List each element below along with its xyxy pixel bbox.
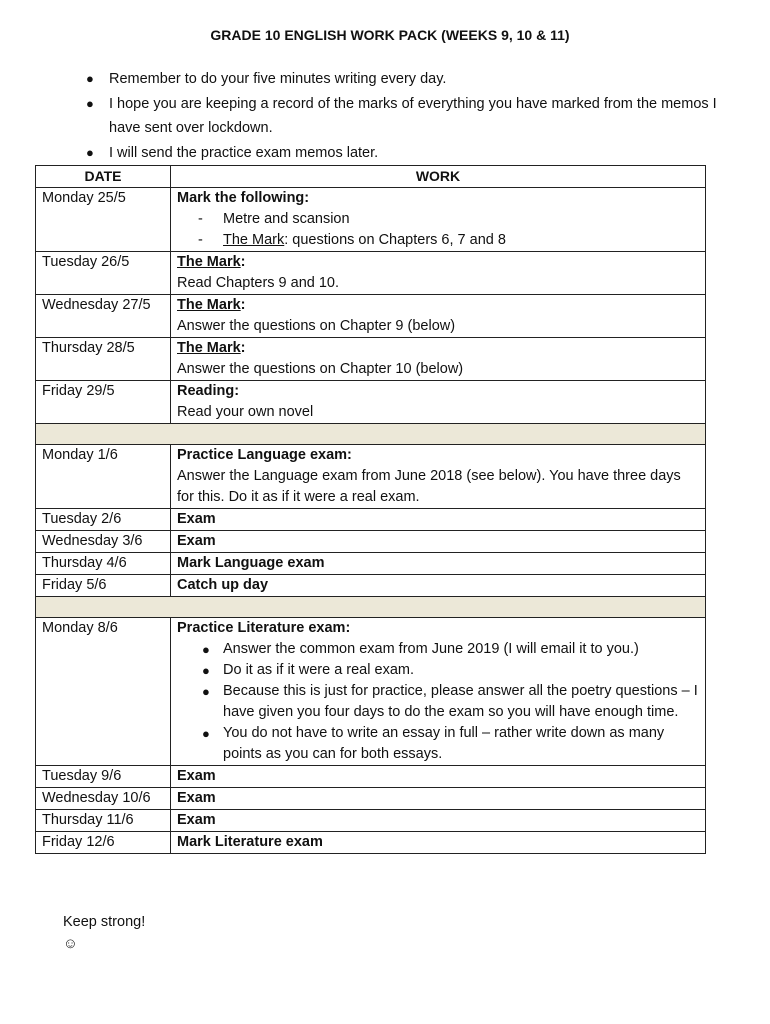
dash-list	[177, 209, 699, 251]
table-row	[36, 509, 706, 531]
task-heading: Reading:	[177, 383, 240, 399]
date-cell: Thursday 11/6	[36, 810, 171, 832]
table-row	[36, 553, 706, 575]
list-item: ● Answer the common exam from June 2019 (I will email it to you.)	[198, 639, 699, 660]
date-cell: Monday 1/6	[36, 445, 171, 509]
closing-text: Keep strong!	[63, 914, 146, 930]
task-heading: The Mark	[177, 297, 241, 313]
bullet-icon: ●	[202, 663, 210, 678]
table-row	[36, 338, 706, 381]
work-cell: The Mark: Read Chapters 9 and 10.	[171, 252, 706, 295]
task-heading: Practice Literature exam:	[177, 620, 351, 636]
date-cell: Friday 29/5	[36, 381, 171, 424]
table-row	[36, 788, 706, 810]
bullet-icon: ●	[202, 726, 210, 741]
date-cell: Tuesday 9/6	[36, 766, 171, 788]
table-row	[36, 531, 706, 553]
date-cell: Tuesday 26/5	[36, 252, 171, 295]
list-item: - The Mark: questions on Chapters 6, 7 and 8	[198, 230, 699, 251]
task-text: Read Chapters 9 and 10.	[177, 275, 340, 291]
dash-icon: -	[198, 211, 203, 227]
work-cell: Mark Literature exam	[171, 832, 706, 854]
work-cell: Catch up day	[171, 575, 706, 597]
work-cell: Exam	[171, 531, 706, 553]
work-cell: The Mark: Answer the questions on Chapter 10 (below)	[171, 338, 706, 381]
bullet-icon: ●	[86, 71, 94, 86]
table-row	[36, 295, 706, 338]
schedule-table	[35, 165, 706, 854]
date-cell: Friday 12/6	[36, 832, 171, 854]
date-cell: Thursday 4/6	[36, 553, 171, 575]
date-cell: Wednesday 10/6	[36, 788, 171, 810]
work-cell: Exam	[171, 509, 706, 531]
bullet-list	[177, 639, 699, 765]
task-text: Answer the questions on Chapter 9 (below)	[177, 318, 456, 334]
task-heading: Practice Language exam:	[177, 447, 352, 463]
bullet-icon: ●	[86, 95, 94, 111]
bullet-icon: ●	[202, 642, 210, 657]
task-heading: The Mark	[177, 254, 241, 270]
date-column-header: DATE	[36, 166, 171, 188]
dash-icon: -	[198, 232, 203, 248]
work-cell: Mark Language exam	[171, 553, 706, 575]
work-cell	[171, 618, 706, 766]
work-column-header: WORK	[171, 166, 706, 188]
date-cell: Tuesday 2/6	[36, 509, 171, 531]
work-cell: The Mark: Answer the questions on Chapter 9 (below)	[171, 295, 706, 338]
table-row	[36, 252, 706, 295]
smiley-icon: ☺	[63, 936, 78, 952]
work-cell	[171, 445, 706, 509]
book-title: The Mark	[223, 232, 285, 248]
table-row	[36, 832, 706, 854]
work-cell: Exam	[171, 810, 706, 832]
list-item: - Metre and scansion	[198, 209, 699, 230]
list-item: ● You do not have to write an essay in full – rather write down as many points as you can for both essays.	[202, 725, 665, 762]
work-cell	[171, 381, 706, 424]
date-cell: Monday 8/6	[36, 618, 171, 766]
intro-item: ● I hope you are keeping a record of the marks of everything you have marked from the memos I have sent over lockdown.	[86, 92, 726, 141]
date-cell: Friday 5/6	[36, 575, 171, 597]
table-row	[36, 445, 706, 509]
list-item: ● Do it as if it were a real exam.	[198, 660, 699, 681]
task-heading: The Mark	[177, 340, 241, 356]
task-heading: Mark the following:	[177, 190, 310, 206]
work-cell: Exam	[171, 766, 706, 788]
date-cell: Wednesday 3/6	[36, 531, 171, 553]
table-row	[36, 618, 706, 766]
date-cell: Monday 25/5	[36, 188, 171, 252]
task-text: Answer the Language exam from June 2018 (see below). You have three days for this. Do it as if it were a real exam.	[177, 468, 681, 505]
table-row	[36, 381, 706, 424]
bullet-icon: ●	[86, 144, 94, 160]
task-text: Read your own novel	[177, 404, 314, 420]
table-row	[36, 188, 706, 252]
table-row	[36, 766, 706, 788]
table-row	[36, 810, 706, 832]
table-row	[36, 575, 706, 597]
date-cell: Wednesday 27/5	[36, 295, 171, 338]
table-header-row	[36, 166, 706, 188]
intro-bullet-list	[86, 67, 726, 165]
task-text: Answer the questions on Chapter 10 (below)	[177, 361, 464, 377]
work-cell: Exam	[171, 788, 706, 810]
work-cell	[171, 188, 706, 252]
date-cell: Thursday 28/5	[36, 338, 171, 381]
week-separator-row	[36, 597, 706, 618]
intro-item: ● Remember to do your five minutes writing every day.	[86, 67, 726, 92]
intro-item: ● I will send the practice exam memos later.	[86, 141, 726, 166]
list-item: ● Because this is just for practice, please answer all the poetry questions – I have given you four days to do the exam so you will have enough time.	[202, 683, 698, 720]
page-title: GRADE 10 ENGLISH WORK PACK (WEEKS 9, 10 & 11)	[210, 27, 570, 43]
week-separator-row	[36, 424, 706, 445]
closing-message	[63, 911, 145, 955]
bullet-icon: ●	[202, 684, 210, 699]
